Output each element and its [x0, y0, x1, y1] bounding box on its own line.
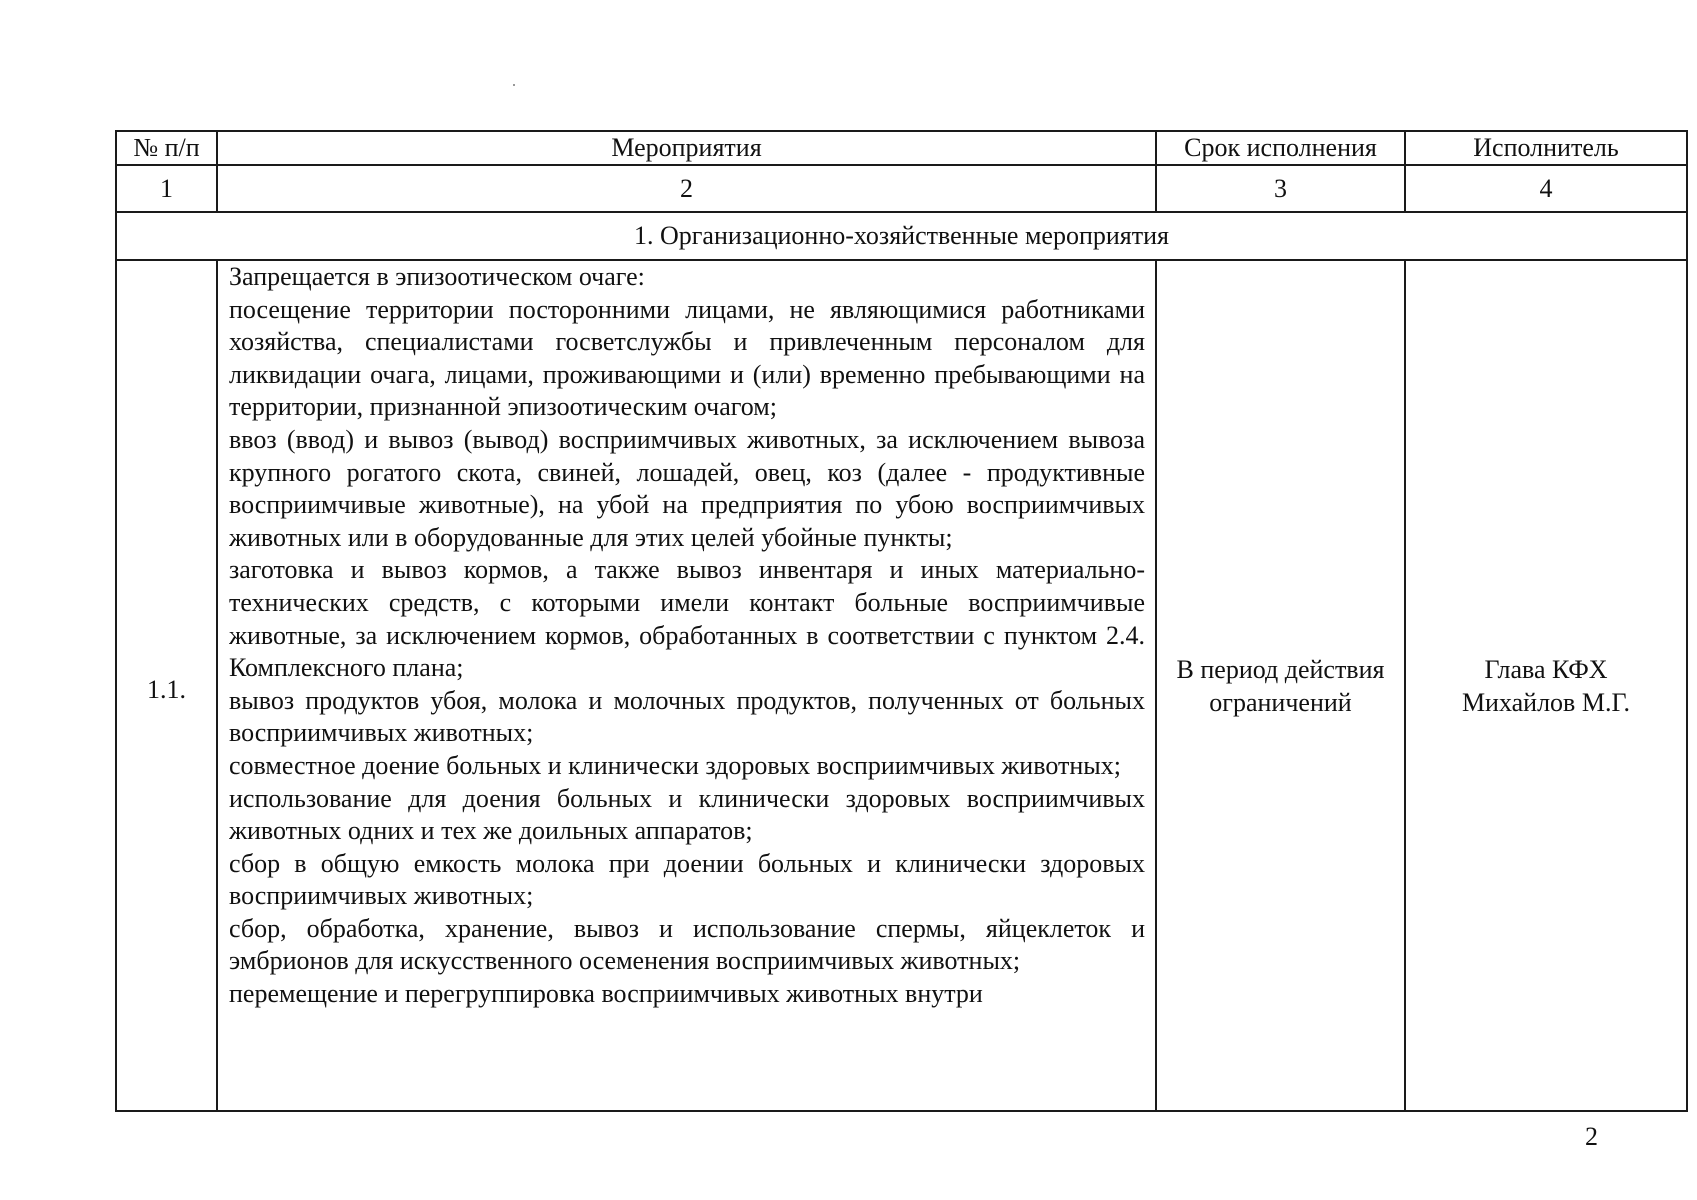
page-number: 2 [1585, 1122, 1598, 1151]
scan-speck [513, 84, 515, 86]
executor-line: Глава КФХ [1484, 654, 1608, 684]
measure-item: сбор в общую емкость молока при доении больных и клинически здоровых восприимчивых животных; [229, 848, 1145, 911]
table-row [116, 260, 1687, 1111]
section-row [116, 212, 1687, 260]
section-title: 1. Организационно-хозяйственные мероприятия [116, 212, 1687, 260]
measure-item: перемещение и перегруппировка восприимчивых животных внутри [229, 979, 983, 1009]
row-number: 1.1. [116, 260, 217, 1111]
measures-text [229, 261, 1145, 1110]
measure-item: вывоз продуктов убоя, молока и молочных продуктов, полученных от больных восприимчивых животных; [229, 685, 1145, 748]
deadline-line: ограничений [1209, 687, 1352, 717]
executor-line: Михайлов М.Г. [1461, 687, 1631, 717]
measure-item: заготовка и вывоз кормов, а также вывоз инвентаря и иных материально-технических средств, с которыми имели контакт больные восприимчивые животные, за исключением кормов, обработанных в соответствии с пунктом 2.4. Комплексного плана; [229, 555, 1145, 683]
measure-item: Запрещается в эпизоотическом очаге: [229, 262, 645, 291]
column-number: 3 [1156, 165, 1405, 212]
measures-cell [217, 260, 1156, 1111]
header-measures: Мероприятия [217, 131, 1156, 165]
header-row [116, 131, 1687, 165]
header-deadline: Срок исполнения [1156, 131, 1405, 165]
column-number-row [116, 165, 1687, 212]
measure-item: совместное доение больных и клинически здоровых восприимчивых животных; [229, 750, 1121, 780]
column-number: 4 [1405, 165, 1687, 212]
column-number: 2 [217, 165, 1156, 212]
measure-item: посещение территории посторонними лицами, не являющимися работниками хозяйства, специалистами госветслужбы и привлеченным персоналом для ликвидации очага, лицами, проживающими и (или) временно пребывающими на территории, признанной эпизоотическим очагом; [229, 294, 1145, 422]
header-number: № п/п [116, 131, 217, 165]
deadline-line: В период действия [1176, 654, 1385, 684]
measures-table [115, 130, 1688, 1112]
header-executor: Исполнитель [1405, 131, 1687, 165]
measure-item: ввоз (ввод) и вывоз (вывод) восприимчивых животных, за исключением вывоза крупного рогатого скота, свиней, лошадей, овец, коз (далее - продуктивные восприимчивые животные), на убой на предприятия по убою восприимчивых животных или в оборудованные для этих целей убойные пункты; [229, 424, 1145, 552]
deadline-cell [1156, 260, 1405, 1111]
column-number: 1 [116, 165, 217, 212]
executor-cell [1405, 260, 1687, 1111]
measure-item: сбор, обработка, хранение, вывоз и использование спермы, яйцеклеток и эмбрионов для искусственного осеменения восприимчивых животных; [229, 913, 1145, 976]
measure-item: использование для доения больных и клинически здоровых восприимчивых животных одних и тех же доильных аппаратов; [229, 783, 1145, 846]
